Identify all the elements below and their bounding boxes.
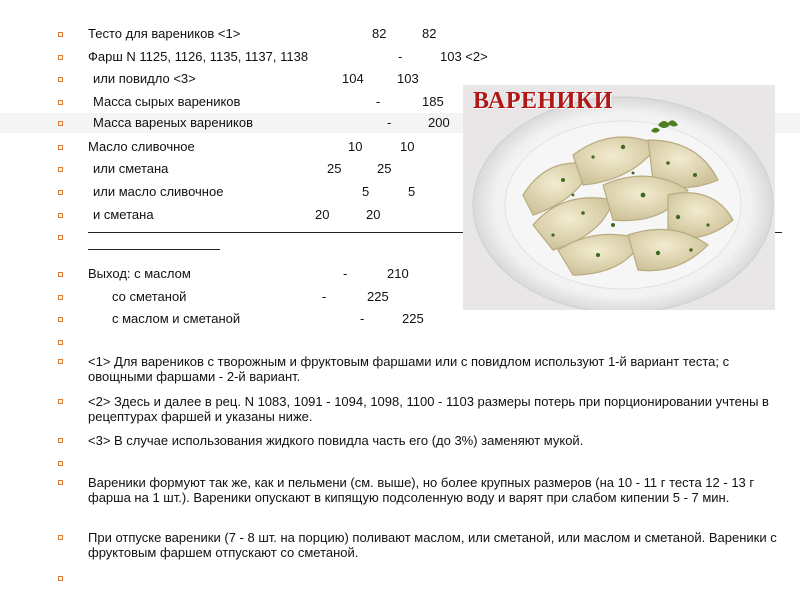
- yield-dash: -: [343, 266, 348, 281]
- row-value-b: 103: [397, 71, 419, 86]
- ingredient-row: [0, 24, 800, 44]
- row-label: Масса вареных вареников: [93, 115, 253, 130]
- separator-rule: [88, 249, 220, 251]
- yield-dash: -: [360, 311, 365, 326]
- row-value-a: -: [376, 94, 381, 109]
- bullet-icon: [58, 461, 63, 466]
- row-label: и сметана: [93, 207, 154, 222]
- yield-label: со сметаной: [112, 289, 187, 304]
- row-value-a: 20: [315, 207, 330, 222]
- paragraph-text: Вареники формуют так же, как и пельмени (см. выше), но более крупных размеров (на 10 - 11 г теста 12 - 13 г фарша на 1 шт.). Вареники опускают в кипящую подсоленную воду и варят при слабом кипении 5 - 7 мин.: [88, 475, 755, 505]
- bullet-icon: [58, 340, 63, 345]
- footnote-2: [88, 394, 788, 424]
- ingredient-row: [0, 47, 800, 67]
- row-value-b: 25: [377, 161, 392, 176]
- row-label: или масло сливочное: [93, 184, 224, 199]
- yield-row: [0, 309, 800, 329]
- row-value-a: 25: [327, 161, 342, 176]
- yield-dash: -: [322, 289, 327, 304]
- bullet-icon: [58, 190, 63, 195]
- bullet-icon: [58, 438, 63, 443]
- empty-row: [0, 568, 800, 588]
- row-label: Масло сливочное: [88, 139, 195, 154]
- row-value-a: -: [398, 49, 403, 64]
- bullet-icon: [58, 145, 63, 150]
- bullet-icon: [58, 295, 63, 300]
- yield-label: Выход: с маслом: [88, 266, 191, 281]
- row-value-a: -: [387, 115, 392, 130]
- bullet-icon: [58, 576, 63, 581]
- bullet-icon: [58, 535, 63, 540]
- row-value-b: 200: [428, 115, 450, 130]
- row-value-b: 20: [366, 207, 381, 222]
- paragraph-text: При отпуске вареники (7 - 8 шт. на порцию) поливают маслом, или сметаной, или маслом и сметаной. Вареники с фруктовым фаршем отпускают со сметаной.: [88, 530, 777, 560]
- row-value-a: 82: [372, 26, 387, 41]
- yield-value: 210: [387, 266, 409, 281]
- instructions-paragraph: [88, 475, 788, 505]
- bullet-icon: [58, 272, 63, 277]
- footnote-1: [88, 354, 788, 384]
- row-label: Масса сырых вареников: [93, 94, 241, 109]
- bullet-icon: [58, 32, 63, 37]
- empty-row: [0, 332, 800, 352]
- bullet-icon: [58, 213, 63, 218]
- bullet-icon: [58, 55, 63, 60]
- bullet-icon: [58, 121, 63, 126]
- vareniki-photo: [463, 85, 775, 310]
- bullet-icon: [58, 480, 63, 485]
- row-value-b: 185: [422, 94, 444, 109]
- bullet-icon: [58, 399, 63, 404]
- footnote-text: <1> Для вареников с творожным и фруктовым фаршами или с повидлом используют 1-й вариант теста; с овощными фаршами - 2-й вариант.: [88, 354, 730, 384]
- bullet-icon: [58, 100, 63, 105]
- row-value-b: 5: [408, 184, 416, 199]
- empty-row: [0, 453, 800, 473]
- row-value-a: 5: [362, 184, 370, 199]
- row-value-b: 103 <2>: [440, 49, 488, 64]
- bullet-icon: [58, 77, 63, 82]
- row-value-b: 10: [400, 139, 415, 154]
- yield-value: 225: [367, 289, 389, 304]
- row-value-b: 82: [422, 26, 437, 41]
- yield-label: с маслом и сметаной: [112, 311, 241, 326]
- photo-title: ВАРЕНИКИ: [473, 88, 613, 114]
- footnote-text: <2> Здесь и далее в рец. N 1083, 1091 - 1094, 1098, 1100 - 1103 размеры потерь при порционировании учтены в рецептурах фаршей и указаны ниже.: [88, 394, 769, 424]
- row-value-a: 10: [348, 139, 363, 154]
- bullet-icon: [58, 359, 63, 364]
- row-label: или сметана: [93, 161, 169, 176]
- row-label: или повидло <3>: [93, 71, 196, 86]
- serving-paragraph: [88, 530, 788, 560]
- bullet-icon: [58, 167, 63, 172]
- row-label: Фарш N 1125, 1126, 1135, 1137, 1138: [88, 49, 309, 64]
- row-label: Тесто для вареников <1>: [88, 26, 241, 41]
- bullet-icon: [58, 235, 63, 240]
- footnote-3: [88, 433, 788, 448]
- dumplings-plate-image: [463, 85, 775, 310]
- footnote-text: <3> В случае использования жидкого повидла часть его (до 3%) заменяют мукой.: [88, 433, 584, 448]
- bullet-icon: [58, 317, 63, 322]
- row-value-a: 104: [342, 71, 364, 86]
- yield-value: 225: [402, 311, 424, 326]
